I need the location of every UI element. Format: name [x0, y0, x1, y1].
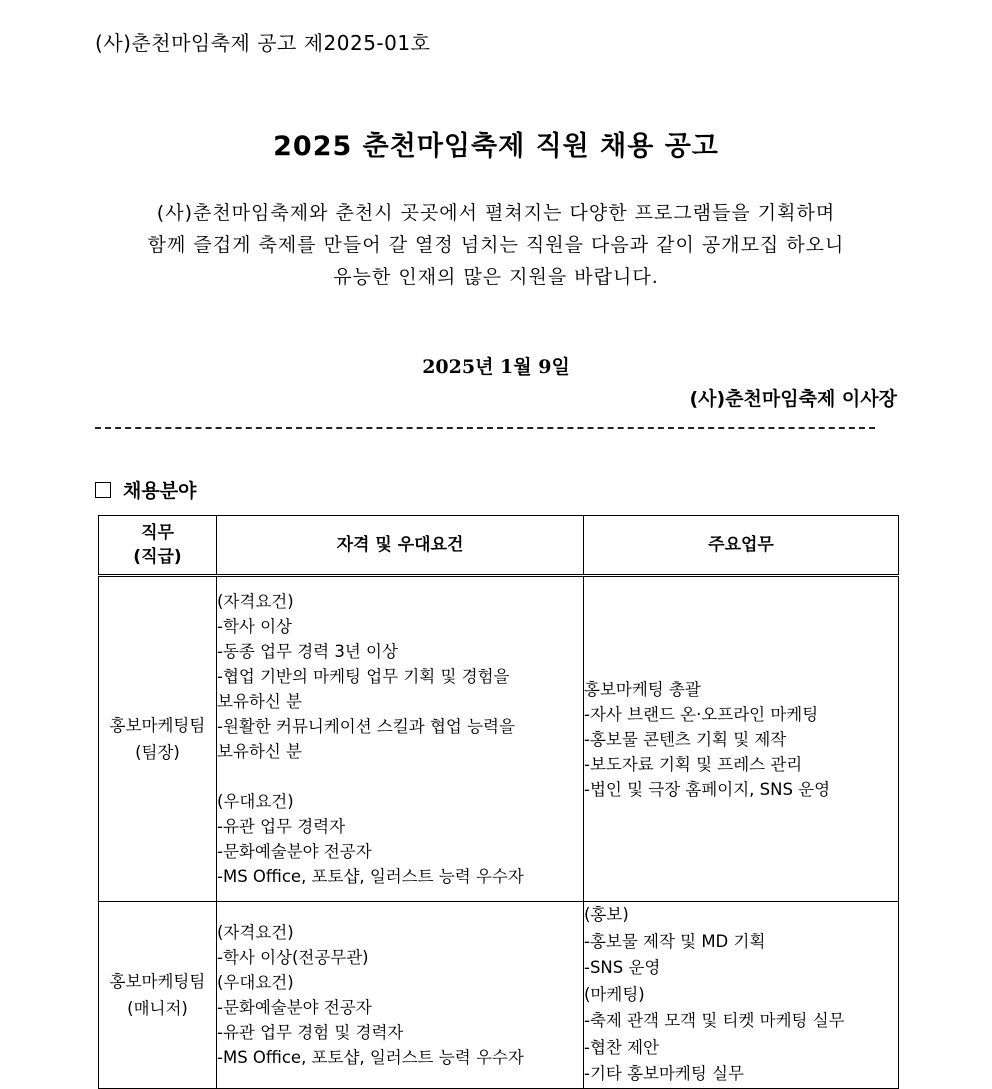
table-row	[99, 576, 899, 902]
list-item: -홍보물 제작 및 MD 기획	[584, 931, 766, 951]
header-role	[99, 516, 217, 576]
section-heading	[95, 476, 196, 503]
page-title: 2025 춘천마임축제 직원 채용 공고	[273, 131, 719, 162]
role-name: 홍보마케팅팀	[109, 716, 206, 735]
list-item: -유관 업무 경험 및 경력자	[217, 1022, 404, 1042]
signer: (사)춘천마임축제 이사장	[689, 388, 897, 410]
role-cell	[99, 576, 217, 902]
list-item: (자격요건)	[217, 922, 294, 942]
duties-cell	[584, 576, 899, 902]
list-item: -SNS 운영	[584, 958, 661, 977]
dashed-divider	[95, 427, 875, 429]
header-role-line: 직무	[141, 523, 174, 543]
list-item: -문화예술분야 전공자	[217, 842, 372, 861]
header-qualifications: 자격 및 우대요건	[217, 516, 584, 576]
list-item: 홍보마케팅 총괄	[584, 679, 701, 699]
list-item: -축제 관객 모객 및 티켓 마케팅 실무	[584, 1011, 845, 1030]
intro-line: (사)춘천마임축제와 춘천시 곳곳에서 펼쳐지는 다양한 프로그램들을 기획하며	[156, 202, 836, 224]
list-item: -원활한 커뮤니케이션 스킬과 협업 능력을	[217, 717, 515, 736]
list-item: (자격요건)	[217, 592, 294, 611]
role-name: 홍보마케팅팀	[109, 971, 206, 991]
list-item: (우대요건)	[217, 792, 294, 811]
list-item: -협업 기반의 마케팅 업무 기획 및 경험을	[217, 667, 510, 686]
intro-paragraph	[0, 197, 992, 293]
list-item: -유관 업무 경력자	[217, 817, 346, 836]
notice-date: 2025년 1월 9일	[422, 356, 570, 378]
table-header-row	[99, 516, 899, 576]
list-item: -홍보물 콘텐츠 기획 및 제작	[584, 729, 787, 749]
list-item: -기타 홍보마케팅 실무	[584, 1064, 744, 1083]
list-item: -MS Office, 포토샵, 일러스트 능력 우수자	[217, 1047, 524, 1067]
list-item: (마케팅)	[584, 984, 645, 1004]
checkbox-icon	[95, 482, 111, 498]
role-grade: (팀장)	[135, 743, 180, 762]
role-grade: (매니저)	[127, 998, 188, 1018]
list-item: -MS Office, 포토샵, 일러스트 능력 우수자	[217, 867, 524, 886]
list-item: -문화예술분야 전공자	[217, 997, 372, 1017]
list-item: -학사 이상(전공무관)	[217, 947, 369, 967]
list-item: 보유하신 분	[217, 692, 302, 711]
intro-line: 함께 즐겁게 축제를 만들어 갈 열정 넘치는 직원을 다음과 같이 공개모집 하오니	[147, 234, 845, 256]
recruitment-table	[98, 515, 899, 1089]
section-title: 채용분야	[123, 480, 197, 502]
list-item: -자사 브랜드 온·오프라인 마케팅	[584, 704, 819, 724]
qualifications-cell	[217, 576, 584, 902]
list-item: 보유하신 분	[217, 742, 302, 761]
list-item: -학사 이상	[217, 617, 292, 636]
list-item: -보도자료 기획 및 프레스 관리	[584, 754, 803, 774]
table-row	[99, 902, 899, 1089]
header-role-line: (직급)	[133, 547, 182, 567]
notice-number: (사)춘천마임축제 공고 제2025-01호	[95, 31, 431, 55]
list-item: (홍보)	[584, 905, 629, 924]
list-item: -동종 업무 경력 3년 이상	[217, 642, 398, 661]
role-cell	[99, 902, 217, 1089]
list-item: (우대요건)	[217, 972, 294, 992]
list-item: -법인 및 극장 홈페이지, SNS 운영	[584, 779, 831, 799]
duties-cell	[584, 902, 899, 1089]
header-duties: 주요업무	[584, 516, 899, 576]
qualifications-cell	[217, 902, 584, 1089]
intro-line: 유능한 인재의 많은 지원을 바랍니다.	[333, 266, 659, 288]
list-item: -협찬 제안	[584, 1037, 659, 1057]
